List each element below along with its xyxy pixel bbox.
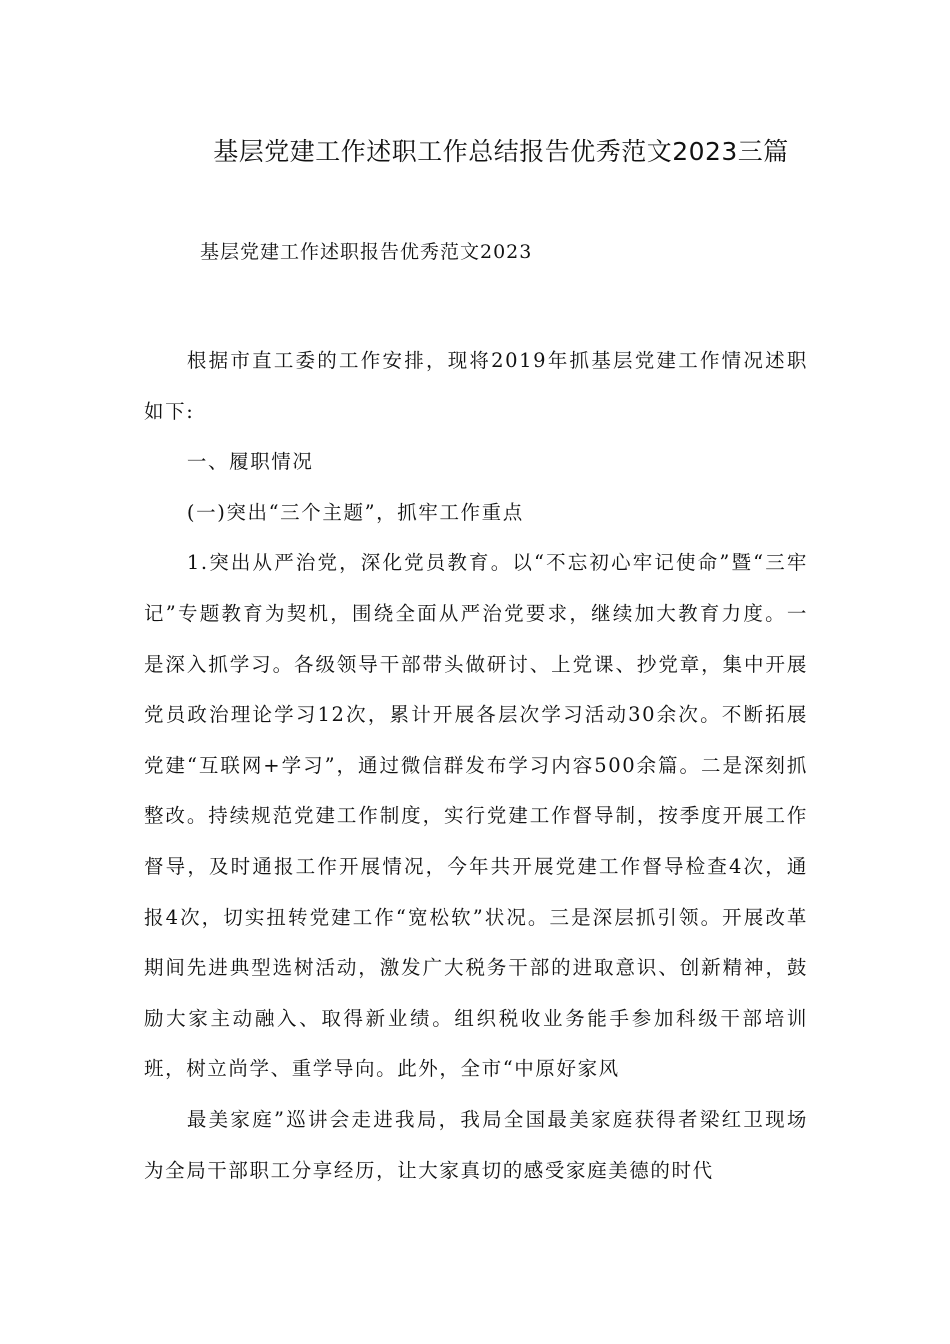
document-subtitle: 基层党建工作述职报告优秀范文2023 [200,241,533,263]
paragraph-intro: 根据市直工委的工作安排，现将2019年抓基层党建工作情况述职如下: [144,349,808,423]
section-heading: 一、履职情况 [186,450,314,474]
document-body [144,336,808,1196]
subsection-heading: (一)突出“三个主题”，抓牢工作重点 [186,500,524,524]
paragraph-item-1: 1.突出从严治党，深化党员教育。以“不忘初心牢记使命”暨“三牢记”专题教育为契机，围绕全面从严治党要求，继续加大教育力度。一是深入抓学习。各级领导干部带头做研讨、上党课、抄党章，集中开展党员政治理论学习12次，累计开展各层次学习活动30余次。不断拓展党建“互联网+学习”，通过微信群发布学习内容500余篇。二是深刻抓整改。持续规范党建工作制度，实行党建工作督导制，按季度开展工作督导，及时通报工作开展情况，今年共开展党建工作督导检查4次，通报4次，切实扭转党建工作“宽松软”状况。三是深层抓引领。开展改革期间先进典型选树活动，激发广大税务干部的进取意识、创新精神，鼓励大家主动融入、取得新业绩。组织税收业务能手参加科级干部培训班，树立尚学、重学导向。此外，全市“中原好家风 [144,551,808,1081]
document-title: 基层党建工作述职工作总结报告优秀范文2023三篇 [213,137,789,166]
paragraph-continuation: 最美家庭”巡讲会走进我局，我局全国最美家庭获得者梁红卫现场为全局干部职工分享经历，让大家真切的感受家庭美德的时代 [144,1107,808,1182]
